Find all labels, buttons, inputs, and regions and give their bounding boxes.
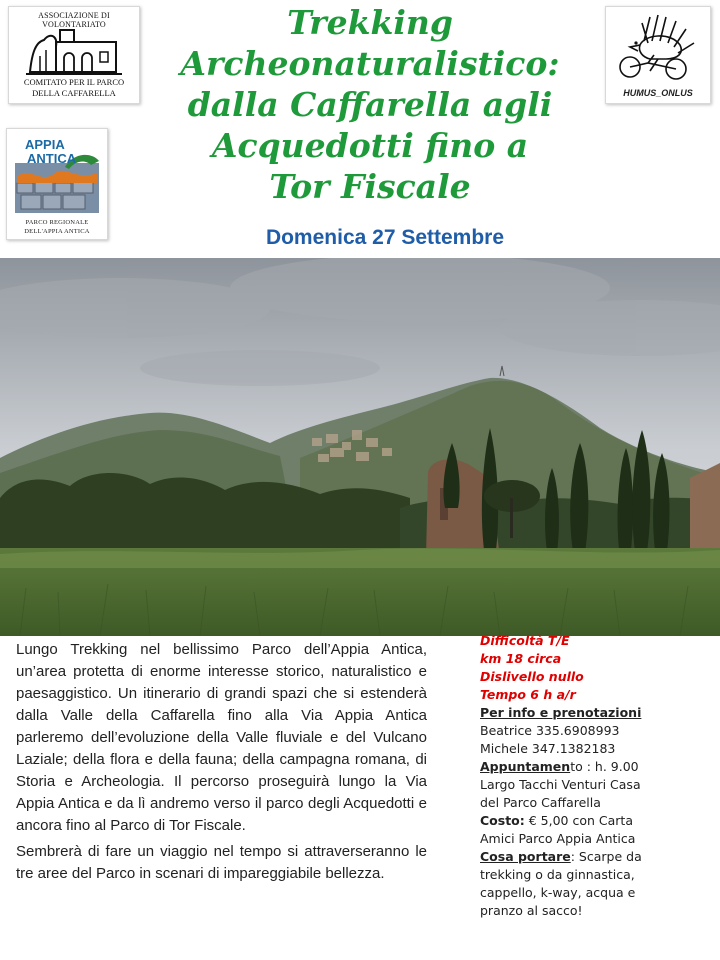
description-paragraph-2: Sembrerà di fare un viaggio nel tempo si attraverseranno le tre aree del Parco in scenari di impareggiabile bellezza. bbox=[16, 843, 427, 882]
hedgehog-bicycle-icon bbox=[614, 11, 702, 83]
cost-line bbox=[480, 812, 718, 830]
humus-onlus-logo bbox=[605, 6, 711, 104]
landscape-photo bbox=[0, 258, 720, 636]
info-heading: Per info e prenotazioni bbox=[480, 705, 642, 720]
appointment-label-suffix: to bbox=[570, 759, 583, 774]
elevation-text: Dislivello nullo bbox=[480, 669, 584, 684]
appia-logo-caption1: PARCO REGIONALE bbox=[25, 219, 89, 226]
contact-michele: Michele 347.1382183 bbox=[480, 741, 616, 756]
appointment-place-2: del Parco Caffarella bbox=[480, 795, 601, 810]
appia-antica-emblem-icon bbox=[11, 133, 103, 217]
association-logo-line3: DELLA CAFFARELLA bbox=[32, 88, 116, 98]
appointment-place-1: Largo Tacchi Venturi Casa bbox=[480, 777, 641, 792]
bring-label: Cosa portare bbox=[480, 849, 571, 864]
title-line-5: Tor Fiscale bbox=[269, 167, 471, 206]
difficulty-text: Difficoltà T/E bbox=[480, 633, 570, 648]
cost-card-text: Amici Parco Appia Antica bbox=[480, 831, 636, 846]
event-date: Domenica 27 Settembre bbox=[265, 226, 505, 249]
cost-value: € 5,00 con Carta bbox=[524, 813, 633, 828]
cost-label: Costo: bbox=[480, 813, 525, 828]
appia-logo-word2: ANTICA bbox=[27, 151, 77, 166]
bring-line bbox=[480, 848, 718, 866]
title-line-4: Acquedotti fino a bbox=[211, 126, 529, 165]
appia-logo-word1: APPIA bbox=[25, 137, 65, 152]
association-logo-line2: COMITATO PER IL PARCO bbox=[23, 77, 125, 87]
distance-text: km 18 circa bbox=[480, 651, 562, 666]
humus-logo-label: HUMUS_ONLUS bbox=[623, 88, 693, 98]
appia-antica-park-logo bbox=[6, 128, 108, 240]
bring-value-3: cappello, k-way, acqua e bbox=[480, 885, 636, 900]
caffarella-building-icon bbox=[26, 22, 122, 78]
title-line-1: Trekking bbox=[287, 3, 453, 42]
bring-value-1: : Scarpe da bbox=[570, 849, 642, 864]
event-details bbox=[480, 632, 718, 920]
appointment-label: Appuntamen bbox=[480, 759, 571, 774]
event-title bbox=[140, 2, 600, 207]
title-line-3: dalla Caffarella agli bbox=[187, 85, 553, 124]
appia-logo-caption2: DELL'APPIA ANTICA bbox=[24, 228, 90, 235]
event-description bbox=[16, 639, 427, 885]
contact-beatrice: Beatrice 335.6908993 bbox=[480, 723, 620, 738]
title-line-2: Archeonaturalistico: bbox=[180, 44, 560, 83]
association-logo bbox=[8, 6, 140, 104]
bring-value-2: trekking o da ginnastica, bbox=[480, 867, 635, 882]
association-logo-line1: ASSOCIAZIONE DI VOLONTARIATO bbox=[38, 11, 110, 29]
bring-value-4: pranzo al sacco! bbox=[480, 903, 583, 918]
appointment-time: : h. 9.00 bbox=[582, 759, 639, 774]
description-paragraph-1: Lungo Trekking nel bellissimo Parco dell’Appia Antica, un’area protetta di enorme interesse storico, naturalistico e paesaggistico. Un itinerario di grandi spazi che si estenderà dalla Valle della Caffarella fino alla Via Appia Antica parleremo dell’evoluzione della Valle fluviale e del Vulcano Laziale; della flora e della fauna; della campagna romana, di Storia e Archeologia. Il percorso proseguirà lungo la Via Appia Antica e da lì andremo verso il parco degli Acquedotti e ancora fino al Parco di Tor Fiscale. bbox=[16, 641, 427, 834]
appointment-line bbox=[480, 758, 718, 776]
duration-text: Tempo 6 h a/r bbox=[480, 687, 576, 702]
